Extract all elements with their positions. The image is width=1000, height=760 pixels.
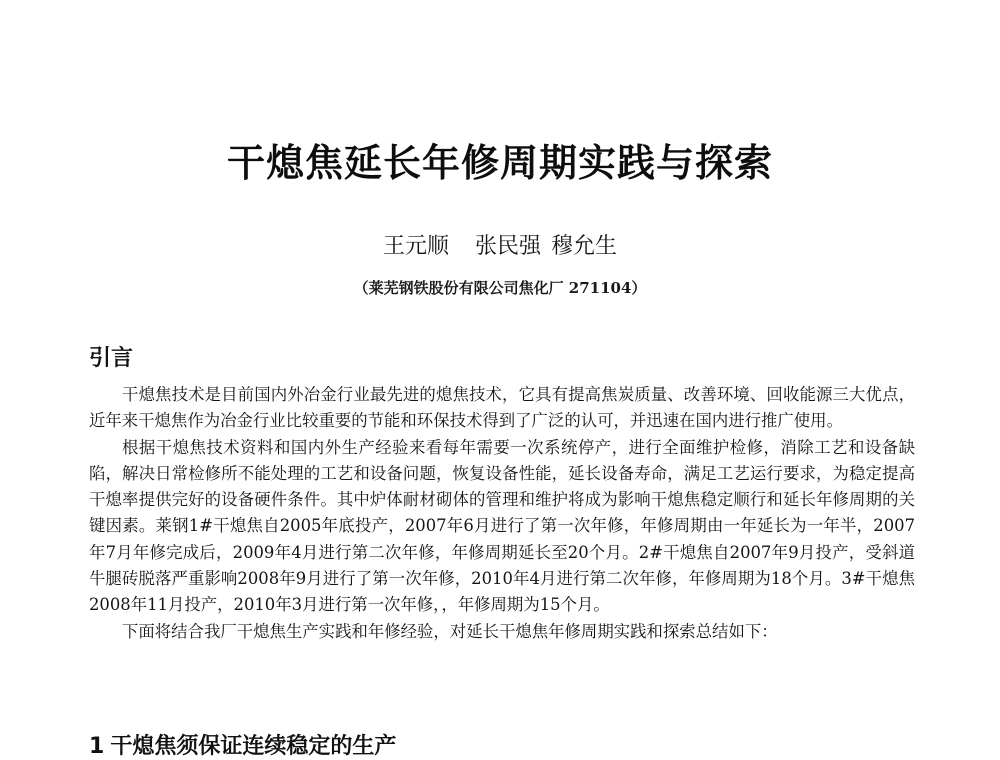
affiliation: （莱芜钢铁股份有限公司焦化厂 271104）: [353, 279, 647, 297]
paragraph: 根据干熄焦技术资料和国内外生产经验来看每年需要一次系统停产，进行全面维护检修，消除工艺和设备缺陷，解决日常检修所不能处理的工艺和设备问题，恢复设备性能，延长设备寿命，满足工艺运行要求，为稳定提高干熄率提供完好的设备硬件条件。其中炉体耐材砌体的管理和维护将成为影响干熄焦稳定顺行和延长年修周期的关键因素。莱钢1#干熄焦自2005年底投产，2007年6月进行了第一次年修，年修周期由一年延长为一年半，2007年7月年修完成后，2009年4月进行第二次年修，年修周期延长至20个月。2#干熄焦自2007年9月投产，受斜道牛腿砖脱落严重影响2008年9月进行了第一次年修，2010年4月进行第二次年修，年修周期为18个月。3#干熄焦2008年11月投产，2010年3月进行第一次年修，，年修周期为15个月。: [89, 437, 915, 615]
section-number: 1: [89, 734, 105, 759]
intro-heading: 引言: [89, 346, 134, 371]
paragraph: 下面将结合我厂干熄焦生产实践和年修经验，对延长干熄焦年修周期实践和探索总结如下：: [122, 621, 778, 641]
section-heading: [89, 729, 396, 760]
author-list: [0, 229, 1000, 260]
section-title: 干熄焦须保证连续稳定的生产: [110, 734, 397, 759]
paragraph: 干熄焦技术是目前国内外冶金行业最先进的熄焦技术，它具有提高焦炭质量、改善环境、回收能源三大优点，近年来干熄焦作为冶金行业比较重要的节能和环保技术得到了广泛的认可，并迅速在国内进行推广使用。: [89, 385, 915, 431]
body-text: [89, 382, 915, 645]
author-name: 穆允生: [551, 234, 618, 259]
paper-title: 干熄焦延长年修周期实践与探索: [226, 141, 773, 185]
author-name: 王元顺: [382, 234, 449, 259]
author-name: 张民强: [474, 234, 541, 259]
